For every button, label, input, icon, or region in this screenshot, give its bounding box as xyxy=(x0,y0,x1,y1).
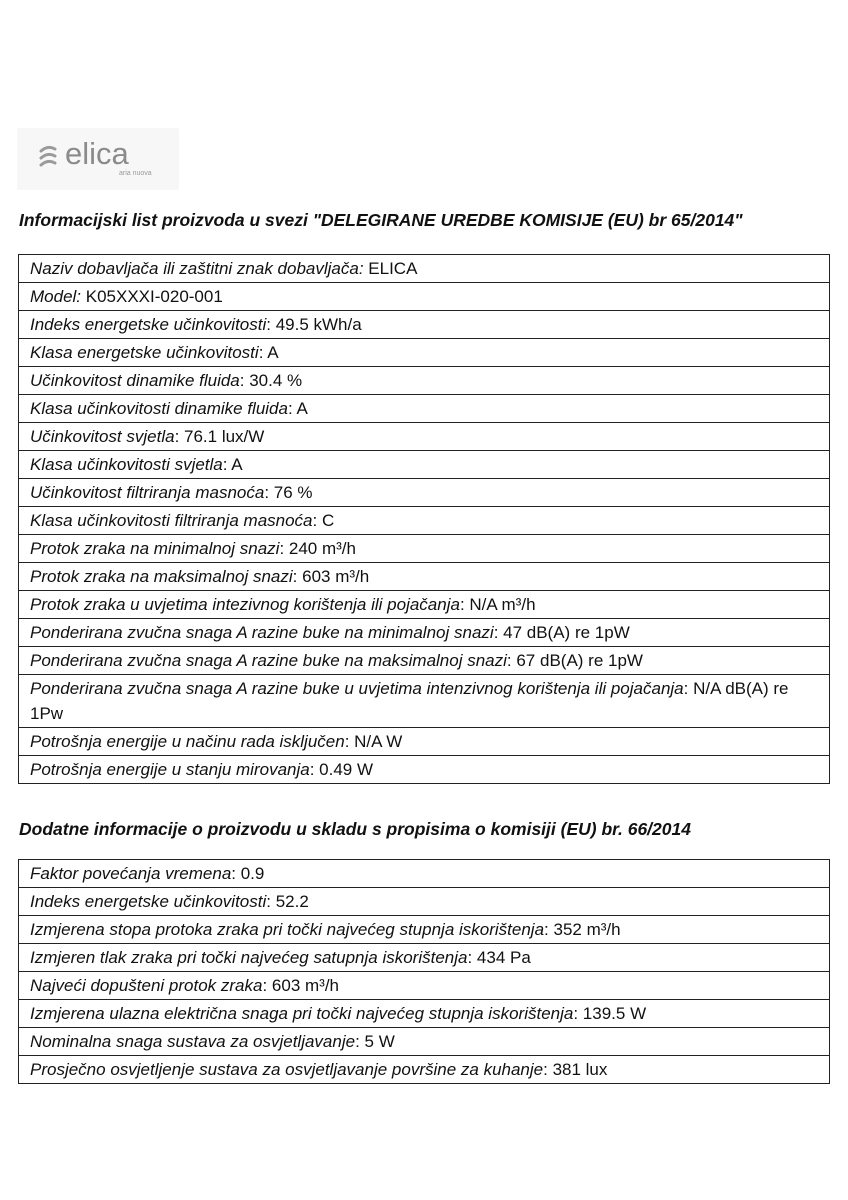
row-value: : 52.2 xyxy=(266,892,309,911)
row-value: : N/A dB(A) re 1Pw xyxy=(30,679,789,723)
row-value: : C xyxy=(312,511,335,530)
row-label: Indeks energetske učinkovitosti xyxy=(30,892,267,911)
table-cell xyxy=(19,507,830,535)
table-row xyxy=(19,1000,830,1028)
row-label: Ponderirana zvučna snaga A razine buke u uvjetima intenzivnog korištenja ili pojačanja xyxy=(30,679,684,698)
table-row xyxy=(19,888,830,916)
elica-logo xyxy=(17,128,179,190)
logo-wordmark: elica xyxy=(65,136,129,171)
row-label: Klasa učinkovitosti svjetla xyxy=(30,455,223,474)
row-label: Učinkovitost filtriranja masnoća xyxy=(30,483,265,502)
table-cell xyxy=(19,367,830,395)
row-label: Izmjerena ulazna električna snaga pri točki najvećeg stupnja iskorištenja xyxy=(30,1004,574,1023)
table-cell xyxy=(19,647,830,675)
table-row xyxy=(19,728,830,756)
table-cell xyxy=(19,339,830,367)
table-row xyxy=(19,647,830,675)
table-cell xyxy=(19,423,830,451)
table-row xyxy=(19,1056,830,1084)
table-cell xyxy=(19,675,830,728)
table-cell xyxy=(19,395,830,423)
row-value: : 76.1 lux/W xyxy=(174,427,265,446)
row-value: : 0.9 xyxy=(231,864,265,883)
table-row xyxy=(19,619,830,647)
table-row xyxy=(19,675,830,728)
row-value: : 240 m³/h xyxy=(279,539,356,558)
table-row xyxy=(19,395,830,423)
row-value: : 603 m³/h xyxy=(262,976,340,995)
table-cell xyxy=(19,944,830,972)
section1-table xyxy=(18,254,830,784)
row-label: Klasa učinkovitosti dinamike fluida xyxy=(30,399,288,418)
table-cell xyxy=(19,728,830,756)
table-row xyxy=(19,339,830,367)
row-value: : 47 dB(A) re 1pW xyxy=(493,623,630,642)
table-row xyxy=(19,311,830,339)
elica-mark-icon xyxy=(39,142,57,172)
table-row xyxy=(19,283,830,311)
table-row xyxy=(19,916,830,944)
row-value: : 67 dB(A) re 1pW xyxy=(506,651,643,670)
section1-heading: Informacijski list proizvoda u svezi "DELEGIRANE UREDBE KOMISIJE (EU) br 65/2014" xyxy=(19,210,743,230)
row-label: Protok zraka na minimalnoj snazi xyxy=(30,539,280,558)
row-value: : 49.5 kWh/a xyxy=(266,315,362,334)
table-row xyxy=(19,479,830,507)
row-label: Najveći dopušteni protok zraka xyxy=(30,976,263,995)
table-cell xyxy=(19,860,830,888)
table-row xyxy=(19,451,830,479)
row-label: Indeks energetske učinkovitosti xyxy=(30,315,267,334)
row-value: : A xyxy=(258,343,279,362)
section2-heading: Dodatne informacije o proizvodu u skladu s propisima o komisiji (EU) br. 66/2014 xyxy=(19,819,691,839)
row-label: Potrošnja energije u načinu rada isključen xyxy=(30,732,345,751)
table-row xyxy=(19,563,830,591)
row-label: Potrošnja energije u stanju mirovanja xyxy=(30,760,310,779)
row-label: Faktor povećanja vremena xyxy=(30,864,232,883)
row-label: Klasa energetske učinkovitosti xyxy=(30,343,259,362)
table-cell xyxy=(19,535,830,563)
row-label: Učinkovitost dinamike fluida xyxy=(30,371,240,390)
row-label: Model: xyxy=(30,287,82,306)
row-value: : 76 % xyxy=(264,483,313,502)
table-row xyxy=(19,367,830,395)
row-label: Ponderirana zvučna snaga A razine buke na minimalnoj snazi xyxy=(30,623,494,642)
row-value: : 603 m³/h xyxy=(292,567,370,586)
table-cell xyxy=(19,1028,830,1056)
table-row xyxy=(19,860,830,888)
table-cell xyxy=(19,756,830,784)
table-row xyxy=(19,423,830,451)
table-row xyxy=(19,255,830,283)
row-value: : 352 m³/h xyxy=(544,920,621,939)
section2-table xyxy=(18,859,830,1084)
table-cell xyxy=(19,972,830,1000)
table-cell xyxy=(19,311,830,339)
row-label: Protok zraka na maksimalnoj snazi xyxy=(30,567,293,586)
row-value: : N/A m³/h xyxy=(459,595,536,614)
row-value: : 434 Pa xyxy=(467,948,531,967)
row-label: Prosječno osvjetljenje sustava za osvjetljavanje površine za kuhanje xyxy=(30,1060,544,1079)
table-row xyxy=(19,1028,830,1056)
table-cell xyxy=(19,479,830,507)
table-cell xyxy=(19,888,830,916)
row-label: Učinkovitost svjetla xyxy=(30,427,175,446)
row-label: Naziv dobavljača ili zaštitni znak dobavljača: xyxy=(30,259,364,278)
row-label: Izmjerena stopa protoka zraka pri točki najvećeg stupnja iskorištenja xyxy=(30,920,545,939)
table-cell xyxy=(19,619,830,647)
row-value: : 381 lux xyxy=(543,1060,608,1079)
row-value: : N/A W xyxy=(344,732,403,751)
row-label: Izmjeren tlak zraka pri točki najvećeg satupnja iskorištenja xyxy=(30,948,468,967)
table-cell xyxy=(19,451,830,479)
row-value: : 30.4 % xyxy=(239,371,303,390)
row-label: Protok zraka u uvjetima intezivnog korištenja ili pojačanja xyxy=(30,595,460,614)
table-cell xyxy=(19,563,830,591)
row-value: : A xyxy=(287,399,308,418)
row-value: : A xyxy=(222,455,243,474)
table-cell xyxy=(19,591,830,619)
table-cell xyxy=(19,916,830,944)
row-label: Klasa učinkovitosti filtriranja masnoća xyxy=(30,511,313,530)
table-cell xyxy=(19,255,830,283)
row-value: K05XXXI-020-001 xyxy=(81,287,223,306)
table-row xyxy=(19,591,830,619)
table-row xyxy=(19,756,830,784)
row-label: Ponderirana zvučna snaga A razine buke na maksimalnoj snazi xyxy=(30,651,507,670)
table-cell xyxy=(19,283,830,311)
table-row xyxy=(19,944,830,972)
row-value: : 0.49 W xyxy=(309,760,374,779)
row-label: Nominalna snaga sustava za osvjetljavanje xyxy=(30,1032,356,1051)
table-cell xyxy=(19,1000,830,1028)
table-row xyxy=(19,507,830,535)
table-row xyxy=(19,535,830,563)
row-value: : 5 W xyxy=(355,1032,395,1051)
table-row xyxy=(19,972,830,1000)
row-value: : 139.5 W xyxy=(573,1004,647,1023)
row-value: ELICA xyxy=(363,259,418,278)
logo-tagline: aria nuova xyxy=(119,170,152,177)
table-cell xyxy=(19,1056,830,1084)
